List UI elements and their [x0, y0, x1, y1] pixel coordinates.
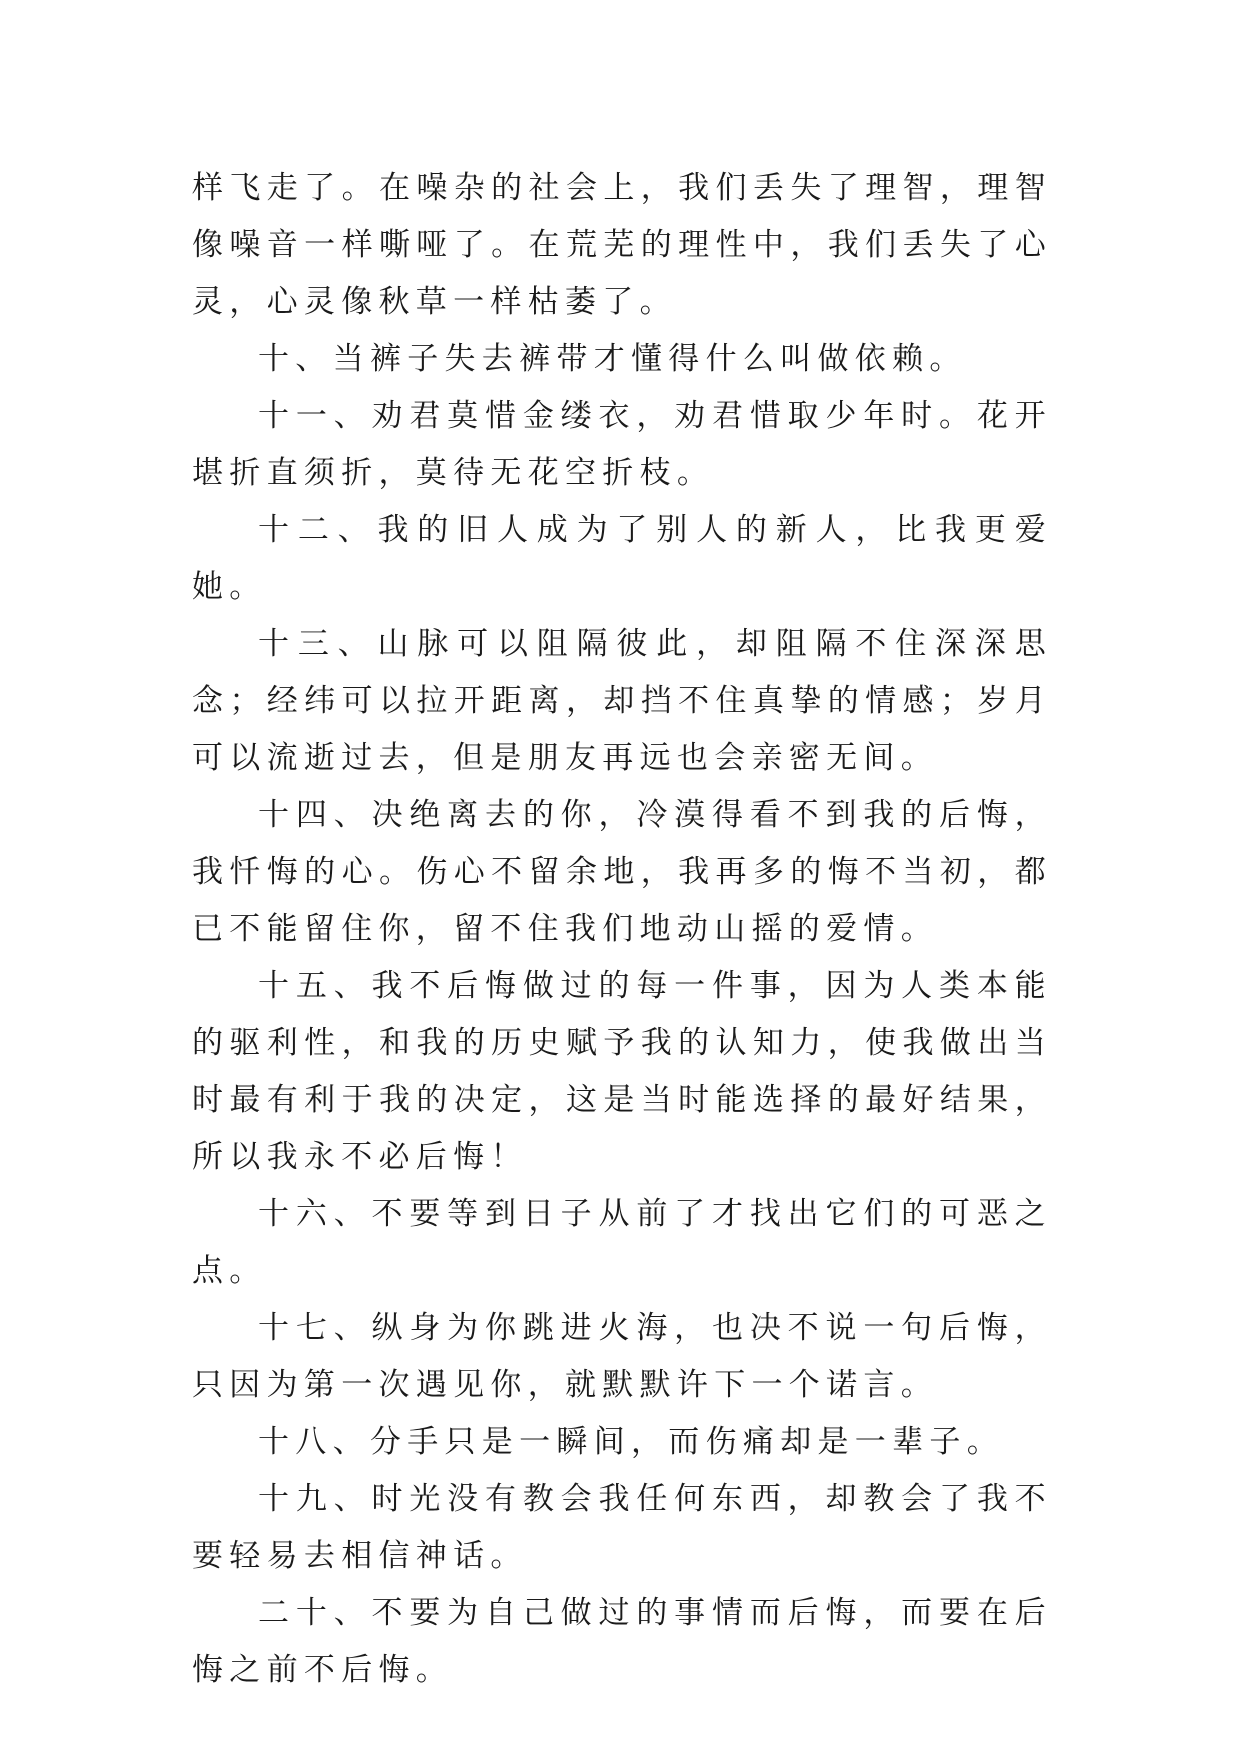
paragraph-10: 十、当裤子失去裤带才懂得什么叫做依赖。: [258, 341, 967, 377]
paragraph-14: 十四、决绝离去的你，冷漠得看不到我的后悔，我忏悔的心。伤心不留余地，我再多的悔不当初，都已不能留住你，留不住我们地动山摇的爱情。: [192, 797, 1052, 947]
paragraph-11: 十一、劝君莫惜金缕衣，劝君惜取少年时。花开堪折直须折，莫待无花空折枝。: [192, 398, 1052, 491]
paragraph-12: 十二、我的旧人成为了别人的新人，比我更爱她。: [192, 512, 1052, 605]
paragraph-15: 十五、我不后悔做过的每一件事，因为人类本能的驱利性，和我的历史赋予我的认知力，使我做出当时最有利于我的决定，这是当时能选择的最好结果，所以我永不必后悔！: [192, 968, 1052, 1175]
paragraph-18: 十八、分手只是一瞬间，而伤痛却是一辈子。: [258, 1424, 1004, 1460]
paragraph-17: 十七、纵身为你跳进火海，也决不说一句后悔，只因为第一次遇见你，就默默许下一个诺言。: [192, 1310, 1052, 1403]
paragraph-20: 二十、不要为自己做过的事情而后悔，而要在后悔之前不后悔。: [192, 1595, 1052, 1688]
document-body: [192, 160, 1052, 1699]
paragraph-19: 十九、时光没有教会我任何东西，却教会了我不要轻易去相信神话。: [192, 1481, 1052, 1574]
paragraph-16: 十六、不要等到日子从前了才找出它们的可恶之点。: [192, 1196, 1052, 1289]
continuation-paragraph: 样飞走了。在噪杂的社会上，我们丢失了理智，理智像噪音一样嘶哑了。在荒芜的理性中，我们丢失了心灵，心灵像秋草一样枯萎了。: [192, 170, 1052, 320]
paragraph-13: 十三、山脉可以阻隔彼此，却阻隔不住深深思念；经纬可以拉开距离，却挡不住真挚的情感；岁月可以流逝过去，但是朋友再远也会亲密无间。: [192, 626, 1052, 776]
